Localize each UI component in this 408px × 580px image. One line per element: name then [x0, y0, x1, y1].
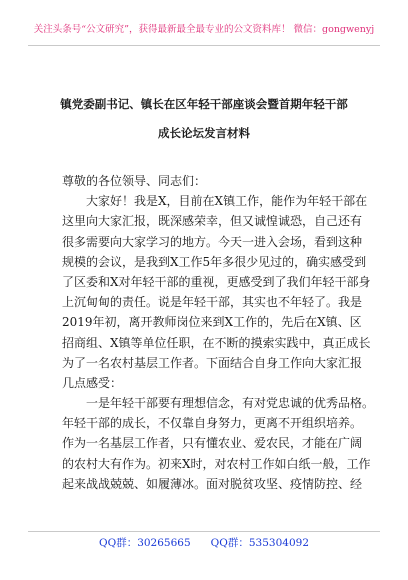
- footer-divider: [28, 531, 380, 532]
- body-text-line: 几点感受：: [62, 375, 123, 390]
- body-text-line: 2019年初，离开教师岗位来到X工作的，先后在X镇、区: [62, 315, 362, 330]
- page-header-promo: 关注头条号“公文研究”，获得最新最全最专业的公文资料库！ 微信：gongwenyj: [33, 24, 375, 35]
- body-text-line: 上沉甸甸的责任。说是年轻干部，其实也不年轻了。我是: [62, 295, 363, 310]
- document-title-line-2: 成长论坛发言材料: [158, 126, 250, 140]
- document-title-line-1: 镇党委副书记、镇长在区年轻干部座谈会暨首期年轻干部: [60, 97, 348, 111]
- body-text-line: 这里向大家汇报，既深感荣幸，但又诚惶诚恐，自己还有: [62, 214, 363, 229]
- footer-qq-group-1: QQ群：30265665: [98, 537, 191, 549]
- body-text-line: 一是年轻干部要有理想信念，有对党忠诚的优秀品格。: [86, 396, 375, 411]
- body-text-line: 起来战战兢兢、如履薄冰。面对脱贫攻坚、疫情防控、经: [62, 476, 363, 491]
- header-divider: [28, 45, 380, 46]
- body-text-line: 年轻干部的成长，不仅靠自身努力，更离不开组织培养。: [62, 416, 363, 431]
- body-text-line: 为了一名农村基层工作者。下面结合自身工作向大家汇报: [62, 355, 363, 370]
- body-text-line: 很多需要向大家学习的地方。今天一进入会场，看到这种: [62, 234, 363, 249]
- body-text-line: 的农村大有作为。初来X时，对农村工作如白纸一般，工作: [62, 456, 371, 471]
- page-footer: [0, 537, 408, 550]
- document-body: [62, 171, 375, 494]
- body-text-line: 大家好！我是X，目前在X镇工作，能作为年轻干部在: [86, 194, 368, 209]
- body-text-line: 规模的会议，是我到X工作5年多很少见过的，确实感受到: [62, 254, 367, 269]
- footer-qq-group-2: QQ群：535304092: [210, 537, 309, 549]
- body-text-line: 尊敬的各位领导、同志们：: [62, 174, 207, 188]
- body-text-line: 作为一名基层工作者，只有懂农业、爱农民，才能在广阔: [62, 436, 363, 451]
- body-text-line: 招商组、X镇等单位任职，在不断的摸索实践中，真正成长: [62, 335, 371, 350]
- body-text-line: 了区委和X对年轻干部的重视，更感受到了我们年轻干部身: [62, 274, 371, 289]
